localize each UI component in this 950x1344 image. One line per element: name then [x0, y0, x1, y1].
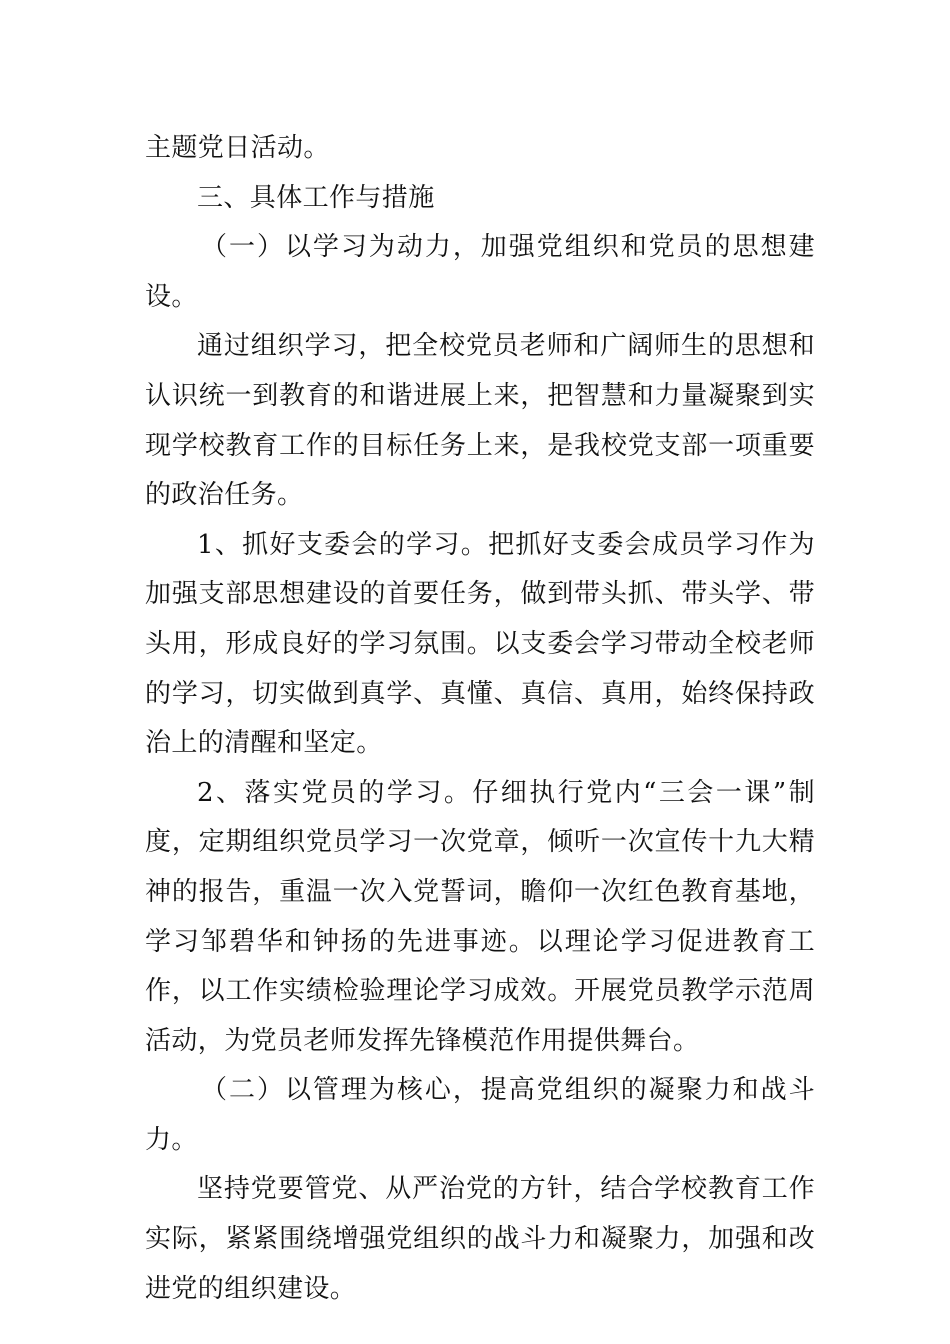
paragraph: 坚持党要管党、从严治党的方针，结合学校教育工作实际，紧紧围绕增强党组织的战斗力和凝聚力，加强和改进党的组织建设。	[145, 1174, 815, 1304]
paragraph: 1、抓好支委会的学习。把抓好支委会成员学习作为加强支部思想建设的首要任务，做到带头抓、带头学、带头用，形成良好的学习氛围。以支委会学习带动全校老师的学习，切实做到真学、真懂、真信、真用，始终保持政治上的清醒和坚定。	[145, 529, 815, 759]
paragraph: 通过组织学习，把全校党员老师和广阔师生的思想和认识统一到教育的和谐进展上来，把智慧和力量凝聚到实现学校教育工作的目标任务上来，是我校党支部一项重要的政治任务。	[145, 331, 815, 511]
paragraph: 2、落实党员的学习。仔细执行党内“三会一课”制度，定期组织党员学习一次党章，倾听一次宣传十九大精神的报告，重温一次入党誓词，瞻仰一次红色教育基地，学习邹碧华和钟扬的先进事迹。以理论学习促进教育工作，以工作实绩检验理论学习成效。开展党员教学示范周活动，为党员老师发挥先锋模范作用提供舞台。	[145, 777, 815, 1056]
subsection-heading: （二）以管理为核心，提高党组织的凝聚力和战斗力。	[145, 1075, 815, 1155]
paragraph-continuation: 主题党日活动。	[145, 133, 330, 163]
subsection-heading: （一）以学习为动力，加强党组织和党员的思想建设。	[145, 232, 815, 312]
section-heading: 三、具体工作与措施	[197, 182, 435, 213]
document-body	[145, 124, 815, 1314]
